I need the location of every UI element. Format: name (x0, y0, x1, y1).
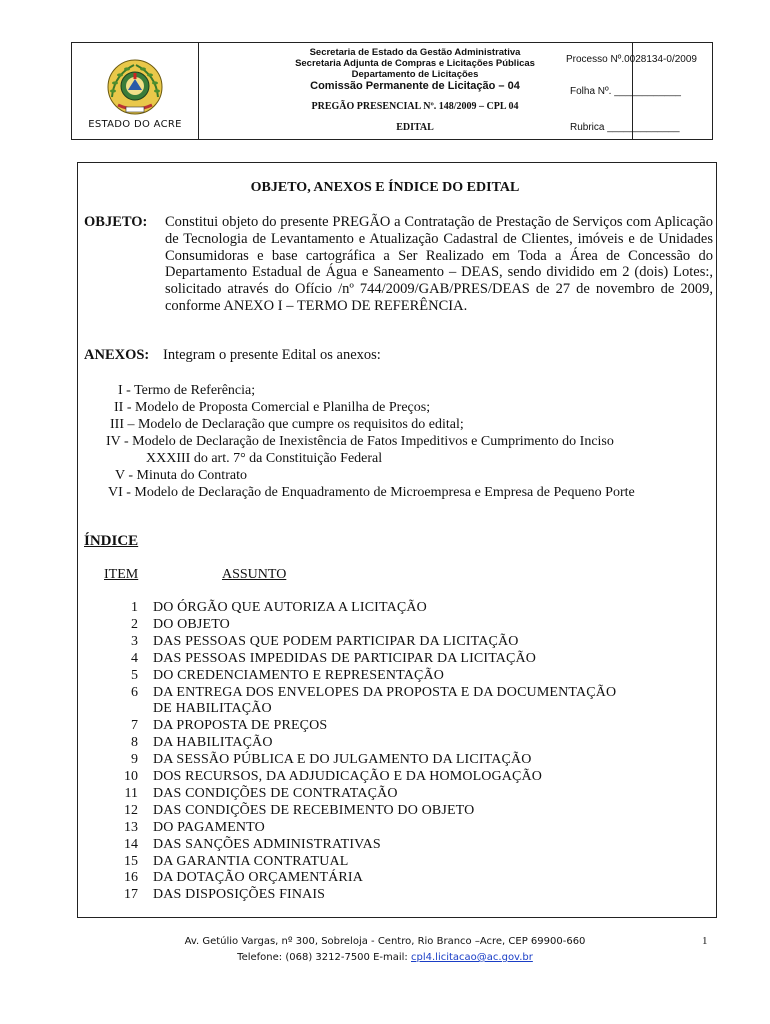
index-item-number: 8 (131, 735, 138, 751)
index-item-title: DAS PESSOAS IMPEDIDAS DE PARTICIPAR DA LICITAÇÃO (153, 650, 537, 666)
index-item-title: DAS CONDIÇÕES DE RECEBIMENTO DO OBJETO (153, 802, 475, 818)
folha-field: Folha Nº. ____________ (570, 86, 681, 97)
index-item-title: DA PROPOSTA DE PREÇOS (153, 718, 328, 734)
annex-item: V - Minuta do Contrato (115, 468, 247, 483)
index-item-title: DO CREDENCIAMENTO E REPRESENTAÇÃO (153, 667, 444, 683)
index-title: ÍNDICE (84, 533, 139, 549)
index-item-number: 5 (131, 667, 138, 683)
page-number: 1 (702, 935, 708, 947)
index-item-number: 9 (131, 752, 138, 768)
index-item-number: 6 (131, 684, 138, 700)
agency-line-1: Secretaria de Estado da Gestão Administrativa (309, 47, 521, 58)
annex-item-continuation: XXXIII do art. 7° da Constituição Federal (146, 451, 383, 466)
index-item-number: 10 (124, 769, 138, 784)
section-title: OBJETO, ANEXOS E ÍNDICE DO EDITAL (250, 180, 520, 195)
index-item-number: 7 (131, 718, 138, 734)
rubrica-field: Rubrica _____________ (570, 122, 680, 133)
index-item-number: 13 (124, 819, 138, 835)
index-item-number: 17 (124, 887, 138, 903)
index-item-number: 15 (124, 853, 138, 869)
objeto-label: OBJETO: (84, 214, 148, 230)
process-number: Processo Nº.0028134-0/2009 (566, 54, 697, 65)
index-item-title-continuation: DE HABILITAÇÃO (153, 701, 272, 717)
footer-address: Av. Getúlio Vargas, nº 300, Sobreloja - Centro, Rio Branco –Acre, CEP 69900-660 (184, 936, 586, 947)
index-column-item: ITEM (104, 567, 139, 582)
anexos-intro: Integram o presente Edital os anexos: (163, 347, 381, 363)
agency-line-2: Secretaria Adjunta de Compras e Licitações Públicas (295, 58, 535, 69)
footer-contact (0, 952, 770, 963)
index-item-title: DO OBJETO (153, 616, 230, 632)
index-item-title: DA SESSÃO PÚBLICA E DO JULGAMENTO DA LICITAÇÃO (153, 752, 532, 768)
header-logo-cell (72, 43, 199, 139)
agency-line-3: Departamento de Licitações (351, 69, 479, 80)
index-item-title: DAS PESSOAS QUE PODEM PARTICIPAR DA LICITAÇÃO (153, 633, 519, 649)
index-item-title: DOS RECURSOS, DA ADJUDICAÇÃO E DA HOMOLOGAÇÃO (153, 769, 543, 784)
annex-item: II - Modelo de Proposta Comercial e Planilha de Preços; (114, 400, 431, 415)
commission-name: Comissão Permanente de Licitação – 04 (310, 80, 520, 92)
index-item-number: 2 (131, 616, 138, 632)
index-item-title: DAS DISPOSIÇÕES FINAIS (153, 887, 326, 903)
index-item-number: 14 (124, 836, 138, 852)
annex-item: IV - Modelo de Declaração de Inexistência de Fatos Impeditivos e Cumprimento do Inciso (106, 434, 614, 449)
index-item-title: DA HABILITAÇÃO (153, 735, 273, 751)
acre-coat-of-arms-icon (104, 57, 166, 119)
index-item-number: 4 (131, 650, 138, 666)
index-item-title: DO PAGAMENTO (153, 819, 265, 835)
annex-item: III – Modelo de Declaração que cumpre os requisitos do edital; (110, 417, 464, 432)
index-item-number: 16 (124, 870, 138, 886)
index-item-number: 1 (131, 600, 138, 615)
index-item-number: 3 (131, 633, 138, 649)
index-item-title: DA DOTAÇÃO ORÇAMENTÁRIA (153, 870, 363, 886)
index-column-assunto: ASSUNTO (222, 567, 287, 582)
index-item-title: DO ÓRGÃO QUE AUTORIZA A LICITAÇÃO (153, 600, 427, 615)
anexos-label: ANEXOS: (84, 347, 150, 363)
index-item-title: DA ENTREGA DOS ENVELOPES DA PROPOSTA E DA DOCUMENTAÇÃO (153, 684, 617, 700)
index-item-title: DAS CONDIÇÕES DE CONTRATAÇÃO (153, 785, 398, 801)
index-item-number: 11 (124, 785, 138, 801)
annex-item: VI - Modelo de Declaração de Enquadramento de Microempresa e Empresa de Pequeno Porte (108, 485, 635, 500)
footer-phone: Telefone: (068) 3212-7500 E-mail: (237, 952, 408, 963)
edital-label: EDITAL (396, 122, 434, 133)
annex-item: I - Termo de Referência; (118, 383, 256, 398)
state-label: ESTADO DO ACRE (88, 119, 182, 130)
index-item-title: DAS SANÇÕES ADMINISTRATIVAS (153, 836, 381, 852)
index-item-number: 12 (124, 802, 138, 818)
footer-email-link[interactable]: cpl4.licitacao@ac.gov.br (411, 952, 533, 963)
pregao-number: PREGÃO PRESENCIAL Nº. 148/2009 – CPL 04 (311, 101, 519, 112)
objeto-text: Constitui objeto do presente PREGÃO a Contratação de Prestação de Serviços com Aplicação de Tecnologia de Levantamento e Atualização Cadastral de Clientes, imóveis e de Unidades Consumidoras e base cartográfica a Ser Realizado em Toda a Área de Concessão do Departamento Estadual de Água e Saneamento – DEAS, sendo dividido em 2 (dois) Lotes:, solicitado através do Ofício /nº 744/2009/GAB/PRES/DEAS de 27 de novembro de 2009, conforme ANEXO I – TERMO DE REFERÊNCIA. (165, 214, 713, 314)
index-item-title: DA GARANTIA CONTRATUAL (153, 853, 349, 869)
